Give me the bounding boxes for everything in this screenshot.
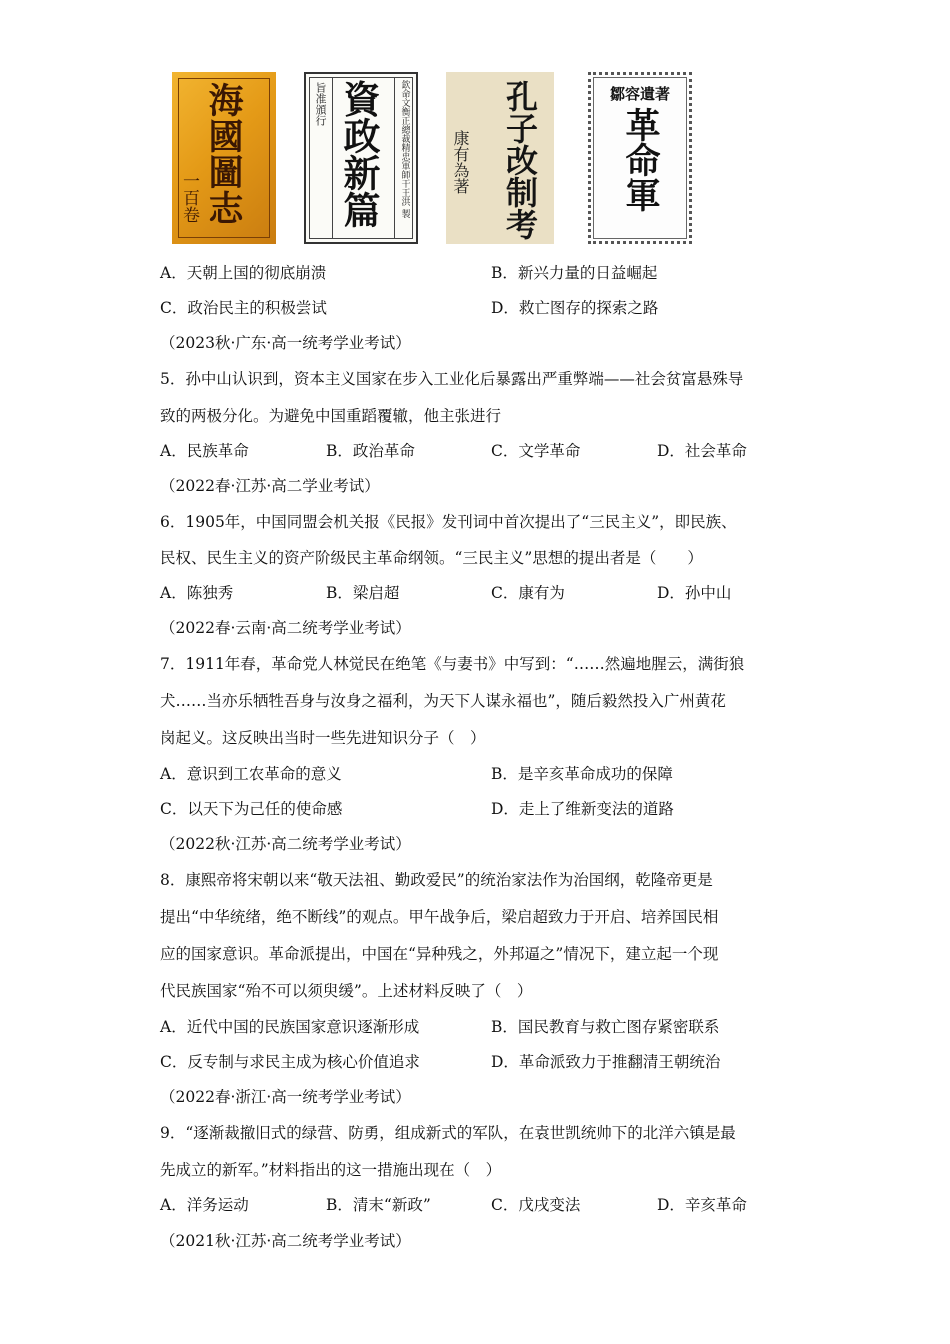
book-right-caption: 欽命文衡正總裁精忠軍師干王洪 製: [399, 80, 410, 218]
book-title: 革命軍: [620, 107, 661, 212]
question-source: （2022春·江苏·高二学业考试）: [160, 477, 380, 495]
question-text-line: 致的两极分化。为避免中国重蹈覆辙，他主张进行: [160, 407, 502, 425]
option-b: B．政治革命: [326, 442, 415, 460]
option-b: B．清末“新政”: [326, 1196, 431, 1214]
question-source: （2021秋·江苏·高二统考学业考试）: [160, 1232, 411, 1250]
book-title: 孔子改制考: [501, 80, 539, 240]
option-a: A．意识到工农革命的意义: [160, 765, 342, 783]
option-c: C．康有为: [491, 584, 565, 602]
book-author: 康有為著: [451, 130, 470, 194]
question-text-line: 先成立的新军。”材料指出的这一措施出现在（ ）: [160, 1161, 502, 1179]
book-cover-kongzi-gaizhi-kao: [446, 72, 554, 244]
question-text-line: 6．1905年，中国同盟会机关报《民报》发刊词中首次提出了“三民主义”，即民族、: [160, 513, 737, 531]
question-text-line: 岗起义。这反映出当时一些先进知识分子（ ）: [160, 729, 486, 747]
option-b: B．新兴力量的日益崛起: [491, 264, 658, 282]
question-text-line: 民权、民生主义的资产阶级民主革命纲领。“三民主义”思想的提出者是（ ）: [160, 549, 703, 567]
option-a: A．洋务运动: [160, 1196, 249, 1214]
book-cover-haiguo-tuzhi: [172, 72, 276, 244]
book-author: 鄒容遺著: [609, 85, 670, 103]
book-title: 海國圖志: [203, 82, 244, 226]
question-text-line: 9．“逐渐裁撤旧式的绿营、防勇，组成新式的军队，在袁世凯统帅下的北洋六镇是最: [160, 1124, 736, 1142]
option-d: D．社会革命: [657, 442, 747, 460]
question-source: （2022春·浙江·高一统考学业考试）: [160, 1088, 411, 1106]
question-source: （2022春·云南·高二统考学业考试）: [160, 619, 411, 637]
option-d: D．救亡图存的探索之路: [491, 299, 659, 317]
book-cover-geming-jun: [588, 72, 692, 244]
option-d: D．孙中山: [657, 584, 732, 602]
question-text-line: 应的国家意识。革命派提出，中国在“异种残之，外邦逼之”情况下，建立起一个现: [160, 945, 719, 963]
question-text-line: 8．康熙帝将宋朝以来“敬天法祖、勤政爱民”的统治家法作为治国纲，乾隆帝更是: [160, 871, 713, 889]
option-d: D．革命派致力于推翻清王朝统治: [491, 1053, 721, 1071]
book-left-caption: 旨准頒行: [314, 82, 327, 126]
question-text-line: 提出“中华统绪，绝不断线”的观点。甲午战争后，梁启超致力于开启、培养国民相: [160, 908, 719, 926]
book-cover-zizheng-xinpian: [304, 72, 418, 244]
question-source: （2022秋·江苏·高二统考学业考试）: [160, 835, 411, 853]
option-b: B．国民教育与救亡图存紧密联系: [491, 1018, 720, 1036]
option-c: C．戊戌变法: [491, 1196, 581, 1214]
option-d: D．辛亥革命: [657, 1196, 747, 1214]
option-a: A．近代中国的民族国家意识逐渐形成: [160, 1018, 420, 1036]
option-d: D．走上了维新变法的道路: [491, 800, 674, 818]
question-text-line: 7．1911年春，革命党人林觉民在绝笔《与妻书》中写到：“……然遍地腥云，满街狼: [160, 655, 745, 673]
question-text-line: 犬……当亦乐牺牲吾身与汝身之福利，为天下人谋永福也”，随后毅然投入广州黄花: [160, 692, 726, 710]
option-b: B．是辛亥革命成功的保障: [491, 765, 673, 783]
option-a: A．天朝上国的彻底崩溃: [160, 264, 327, 282]
book-title: 資政新篇: [337, 80, 381, 228]
question-text-line: 5．孙中山认识到，资本主义国家在步入工业化后暴露出严重弊端——社会贫富悬殊导: [160, 370, 744, 388]
option-c: C．政治民主的积极尝试: [160, 299, 327, 317]
option-c: C．反专制与求民主成为核心价值追求: [160, 1053, 420, 1071]
option-b: B．梁启超: [326, 584, 400, 602]
option-a: A．陈独秀: [160, 584, 234, 602]
question-text-line: 代民族国家“殆不可以须臾缓”。上述材料反映了（ ）: [160, 982, 533, 1000]
question-source: （2023秋·广东·高一统考学业考试）: [160, 334, 411, 352]
option-a: A．民族革命: [160, 442, 249, 460]
option-c: C．以天下为己任的使命感: [160, 800, 343, 818]
option-c: C．文学革命: [491, 442, 581, 460]
book-subtitle: 一百卷: [179, 172, 199, 223]
